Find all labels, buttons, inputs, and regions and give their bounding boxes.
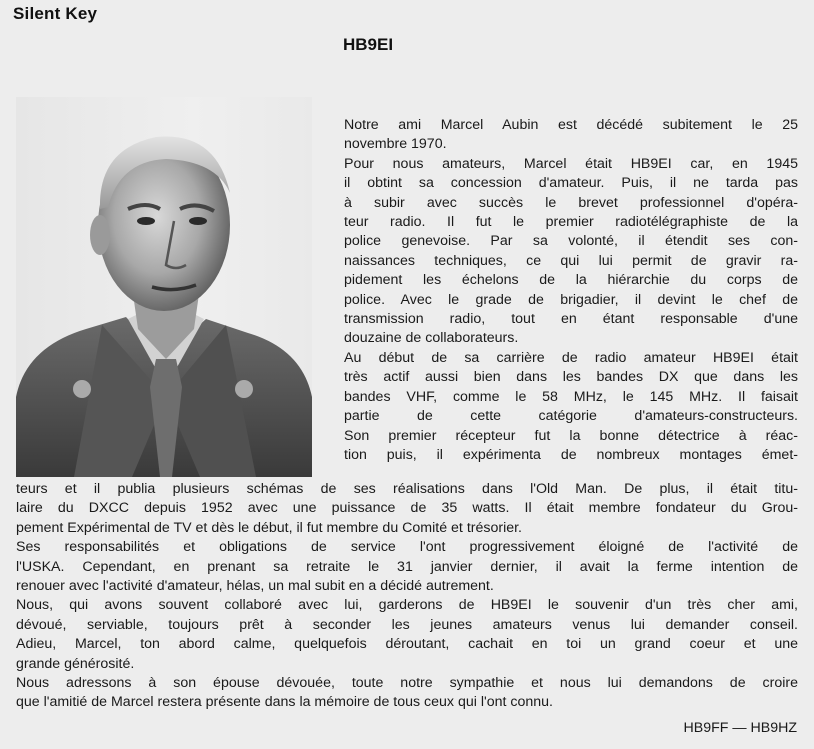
article-line: teur radio. Il fut le premier radiotélégraphiste de la bbox=[344, 214, 798, 231]
article-body-full bbox=[16, 480, 798, 713]
article-line: Son premier récepteur fut la bonne détectrice à réac- bbox=[344, 427, 798, 444]
article-line: tion puis, il expérimenta de nombreux montages émet- bbox=[344, 446, 798, 463]
article-line: police. Avec le grade de brigadier, il devint le chef de bbox=[344, 291, 798, 308]
article-line: Nous adressons à son épouse dévouée, toute notre sympathie et nous lui demandons de croire bbox=[16, 675, 798, 692]
article-line: Nous, qui avons souvent collaboré avec lui, garderons de HB9EI le souvenir d'un très cher ami, bbox=[16, 597, 798, 614]
article-line: laire du DXCC depuis 1952 avec une puissance de 35 watts. Il était membre fondateur du Grou- bbox=[16, 500, 798, 517]
article-line: novembre 1970. bbox=[344, 136, 447, 153]
article-line: renouer avec l'activité d'amateur, hélas, un mal subit en a décidé autrement. bbox=[16, 578, 494, 595]
article-line: teurs et il publia plusieurs schémas de ses réalisations dans l'Old Man. De plus, il était titu- bbox=[16, 481, 798, 497]
signature: HB9FF — HB9HZ bbox=[683, 720, 797, 736]
article-line: dévoué, serviable, toujours prêt à seconder les jeunes amateurs venus lui demander conseil. bbox=[16, 616, 798, 633]
article-line: très actif aussi bien dans les bandes DX que dans les bbox=[344, 369, 798, 386]
article-line: Adieu, Marcel, ton abord calme, quelquefois déroutant, cachait en toi un grand coeur et une bbox=[16, 636, 798, 653]
article-line: Pour nous amateurs, Marcel était HB9EI car, en 1945 bbox=[344, 155, 798, 172]
article-line: Ses responsabilités et obligations de service l'ont progressivement éloigné de l'activité de bbox=[16, 539, 798, 556]
article-line: partie de cette catégorie d'amateurs-constructeurs. bbox=[344, 408, 798, 425]
portrait-photo bbox=[16, 97, 312, 477]
article-line: grande générosité. bbox=[16, 655, 135, 672]
article-line: Au début de sa carrière de radio amateur HB9EI était bbox=[344, 349, 798, 366]
article-line: il obtint sa concession d'amateur. Puis, il ne tarda pas bbox=[344, 175, 798, 192]
article-body-column bbox=[344, 116, 798, 465]
article-line: transmission radio, tout en étant responsable d'une bbox=[344, 311, 798, 328]
article-line: police genevoise. Par sa volonté, il étendit ses con- bbox=[344, 233, 798, 250]
article-line: pement Expérimental de TV et dès le début, il fut membre du Comité et trésorier. bbox=[16, 519, 523, 536]
article-line: douzaine de collaborateurs. bbox=[344, 330, 519, 347]
article-line: l'USKA. Cependant, en prenant sa retraite le 31 janvier dernier, il avait la ferme intention de bbox=[16, 558, 798, 575]
article-title: HB9EI bbox=[343, 35, 394, 54]
article-line: que l'amitié de Marcel restera présente dans la mémoire de tous ceux qui l'ont connu. bbox=[16, 694, 553, 711]
section-label: Silent Key bbox=[13, 4, 98, 23]
article-line: bandes VHF, comme le 58 MHz, le 145 MHz. Il faisait bbox=[344, 388, 798, 405]
article-line: à subir avec succès le brevet professionnel d'opéra- bbox=[344, 194, 798, 211]
article-line: pidement les échelons de la hiérarchie du corps de bbox=[344, 272, 798, 289]
article-line: naissances techniques, ce qui lui permit de gravir ra- bbox=[344, 252, 798, 269]
article-line: Notre ami Marcel Aubin est décédé subitement le 25 bbox=[344, 117, 798, 133]
